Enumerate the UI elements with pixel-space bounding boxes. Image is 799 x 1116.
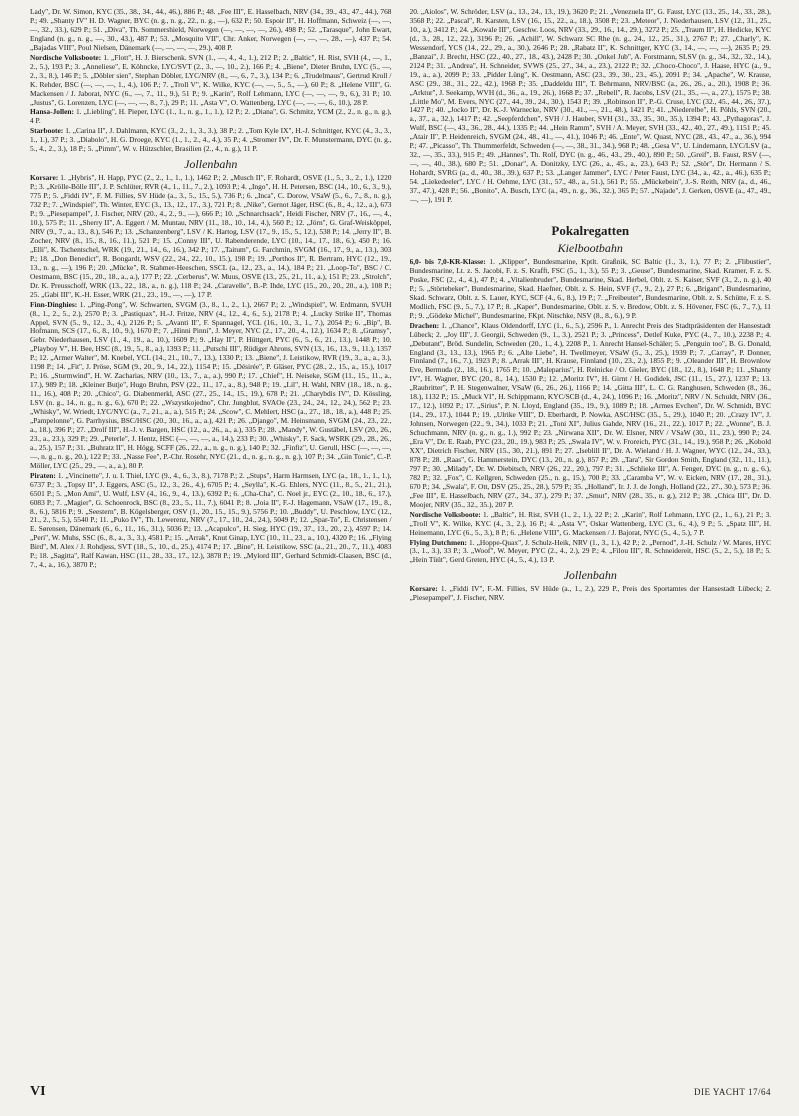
results-text: 1. „Flott", H. J. Bierschenk. SVN (1., —, 4., 4., 1.), 212 P.; 2. „Baltic", H. Rist, SVH (4., —, 1., 2., 5.), 193 P.; 3. „Anneliese", E. Köhncke, LYC/SVT (2., 3., —, 10., 2.), 166 P.; 4. „Biene", Dieter Bruhn, LYC (5., —, 2., 3., 8.), 146 P.; 5. „Döbler sien", Stephan Döbler, LYC/NRV (8., —, 6., 7., 3.), 134 P.; 6. „Trudelmaus", Gertrud Kroll / K. Rehder, BSC (—, —, —, 1., 4.), 106 P.; 7. „Troll V", K. Wilke, KYC (—, —, 5., 5., —), 60 P.; 8. „Helene VIII", G. Mackensen / J. Jaborat, NYC (6., —, 7., 11., 9.), 51 P.; 9. „Karin", Rolf Lehmann, LYC (—, —, —, 9., 6.), 31 P.; 10. „Justus", G. Lorenzen, LYC (—, —, —, 8., 7.), 29 P.; 11. „Asta V", O. Wattenberg, LYC (—, —, —, 6., 10.), 28 P. — [30, 52, 392, 107]
results-paragraph — [410, 322, 772, 510]
class-label: Starboote: — [30, 126, 64, 136]
right-column — [410, 8, 772, 1076]
page-number: VI — [30, 1084, 46, 1099]
results-text: 1. „Hoppe-Quax", J. Schulz-Heik, NRV (1., 3., 1.), 42 P.; 2. „Pernod", J.-H. Schulz / W. Mares, HYC (3., 1., 3.), 33 P.; 3. „Woof", W. Meyer, PYC (2., 4., 2.), 29 P.; 4. „Filou III", R. Schneidereit, HSC (5., 2., 5.), 18 P.; 5. „Hein Tüüt", Gerd Greten, HYC (4., 5., 4.), 13 P. — [409, 537, 771, 565]
results-paragraph — [30, 54, 392, 108]
results-text: 1. „Klipper", Bundesmarine, Kptlt. Graßnik, SC Baltic (1., 3., 1.), 77 P.; 2. „Flibustier", Bundesmarine, Lt. z. S. Jacobi, F. z. S. Krafft, FSC (5., 1., 3.), 55 P.; 3. „Geuse", Bundesmarine, Skad. Kramer, F. z. S. Poske, FSC (2., 4., 4.), 47 P.; 4. „Vitalienbruder", Bundesmarine, Skad. Herbel, Oblt. z. S. Kaiser, SVF (3., 2., n. g.), 40 P.; 5. „Störtebeker", Bundesmarine, Skad. Haefner, Oblt. z. S. Hein, SVF (7., 9., 2.), 27 P.; 6. „Brigant", Bundesmarine, Skad. Schwarz, Oblt. z. S. Lauer, KYC, SCF (4., 6., 8.), 19 P.; 7. „Freibeuter", Bundesmarine, Oblt. z. S. Schütte, F. z. S. Modlich, FSC (9., 5., 7.), 17 P.; 8. „Kaper", Bundesmarine, Oblt. z. S. v. Bredow, Oblt. z. S. Hövener, FSC (6., 7., 7.), 11 P.; 9. „Gödeke Michel", Bundesmarine, FKpt. Nitschke, NSV (8., 8., 6.), 9 P. — [409, 256, 771, 320]
class-label: Drachen: — [409, 320, 440, 330]
results-paragraph — [30, 301, 392, 471]
results-text: 1. „Vincinette", J. u. I. Thiel, LYC (9., 4., 6., 3., 8.), 7178 P.; 2. „Stups", Harm Harmsen, LYC (a., 18., 1., 1., 1.), 6737 P.; 3. „Topsy II", J. Eggers, ASC (5., 12., 3., 26., 4.), 6705 P.; 4. „Seylla", K.-G. Ehlers, NYC (11., 8., 5., 21., 21.), 6501 P.; 5. „Mon Ami", U. Wulf, LSV (4., 16., 9., 4., 13.), 6392 P.; 6. „Cha-Cha", C. Noel jr., EYC (2., 10., 18., 6., 17.), 6083 P.; 7. „Magier", G. Schoenrock, BSC (8., 23., 5., 11., 7.), 6041 P.; 8. „Joia II", F.-J. Hagemann, VSaW (17., 19., 8., 8., 6.), 5816 P.; 9. „Seestern", B. Kögelsberger, OSV (1., 20., 15., 15., 9.), 5756 P.; 10. „Buddy", U. Peschlow, LYC (12., 21., 2., 5., 5.), 5540 P.; 11. „Puko IV", Th. Lewerenz, NRV (7., 17., 10., 24., 24.), 5049 P.; 12. „Spar-To", E. Christensen / E. Sørensen, Dänemark (6., 6., 11., 16., 31.), 5036 P.; 13. „Acapulco", H. Sieg, HYC (19., 37., 13., 20., 2.), 4597 P.; 14. „Peri", W. Muhs, SSC (6., 8., a., 3., 3.), 4581 P.; 15. „Arrak", Knut Ginap, LYC (10., 11., 23., a., 10.), 4320 P.; 16. „Flying Bird", M. Alex / J. Rohdjess, SVT (18., 5., 10., d., 25.), 4174 P.; 17. „Bine", H. Leistikow, SSC (a., 21., 20., 7., 11.), 4083 P.; 18. „Sagitta", Ralf Kawan, HSC (11., 28., 33., 17., 12.), 3878 P.; 19. „Mylord III", Gerhard Schmidt-Claasen, BSC (d., 7., 4., a., 16.), 3870 P.; — [30, 470, 392, 570]
section-subheading: Jollenbahn — [563, 568, 617, 583]
class-label: Nordische Volksboote: — [409, 509, 481, 519]
results-paragraph — [410, 258, 772, 321]
left-column — [30, 8, 392, 1076]
results-text: 1. „Carina II", J. Dahlmann, KYC (3., 2., 1., 3., 3.), 38 P.; 2. „Tom Kyle IX", H.-J. Schnittger, KYC (4., 3., 3., 1., 1.), 37 P.; 3. „Diabolo", H. G. Droege, KYC (1., 1., 2., 4., 4.), 35 P.; 4. „Stromer IV", Dr. F. Munstermann, DYC (n. g., 5., 4., 2., 3.), 18 P.; 5. „Pimm", W. v. Hützschler, Brasilien (2., 4., n. g.), 11 P. — [30, 126, 392, 154]
magazine-issue: DIE YACHT 17/64 — [694, 1087, 771, 1097]
page-footer — [30, 1084, 771, 1100]
results-text: 1. „Liebling", H. Pieper, LYC (1., 1., n. g., 1., 1.), 12 P.; 2. „Diana", G. Schmitz, YCM (2., 2., n. g., n. g.), 4 P. — [30, 107, 392, 126]
class-label: 6,0- bis 7,0-KR-Klasse: — [409, 256, 486, 266]
results-paragraph — [30, 174, 392, 299]
results-text: 1. „Chance", Klaus Oldendorff, LYC (1., 6., 5.), 2596 P., 1. Anrecht Preis des Stadtpräsidenten der Hansestadt Lübeck; 2. „Joy III", J. Georgii, Schweden (9., 1., 3.), 2521 P.; 3. „Princess", Detlef Kuke, PYC (4., 7., 10.), 2238 P.; 4. „Debutant", Bröd. Sundelin, Schweden (20., 1., 4.), 2208 P., 1. Anrecht Hansel-Schäler; 5. „Penguin too", B. G. Donald, England (3., 13., 13.), 1965 P.; 6. „Alte Liebe", H. Twellmeyer, VSaW (5., 3., 25.), 1939 P.; 7. „Carray", P. Donner, Finnland (7., 16., 7.), 1923 P.; 8. „Arrak III", H. Krause, Finnland (10., 23., 2.), 1855 P.; 9. „Oleander III", H. Brownlow Eve, Bermuda (2., 18., 16.), 1765 P.; 10. „Maleparius", H. Reinicke / O. Gieler, BYC (18., 12., 8.), 1648 P.; 11. „Shanty IV", H. Wagner, BYC (20., 8., 14.), 1530 P.; 12. „Moritz IV", H. Girnt / H. Godidek, JSC (11., 15., 27.), 1237 P.; 13. „Raubritter", P. H. Stegenwalner, VSaW (6., 26., 26.), 1166 P.; 14. „Gitta III", L. C. G. Ranghusen, Schweden (8., 36., 18.), 1132 P.; 15. „Muck VI", H. Schippmann, KYC/SCB (d., 4., 24.), 1096 P.; 16. „Moritz", NRV / N. Schuldt, NRV (36., 17., 12.), 1092 P.; 17. „Sirius", P. N. Lloyd, England (35., 19., 9.), 1089 P.; 18. „Armes Evchen", Dr. W. Schmidt, BYC (14., 29., 17.), 1044 P.; 19. „Ulrike VIII", D. Eberhardt, P. Nowka, ASC/HSC (35., 5., 29.), 1040 P.; 20. „Crazy IV", J. Johnsen, Norwegen (22., 9., 34.), 1033 P.; 21. „Toni XI", Julius Gahde, NRV (16., 21., 22.), 1017 P.; 22. „Wonne", B. J. Schuchmann, NRV (n. g., n. g., 1.), 992 P.; 23. „Nirwana XII", Dr. W. Elsner, NRV / VSaW (30., 11., 23.), 990 P.; 24. „Era V", Dr. E. Raab, PYC (23., 20., 19.), 983 P.; 25. „Swala IV", W. v. Froreich, PYC (31., 14., 19.), 958 P.; 26. „Kobold XX", Dietrich Fischer, NRV (15., 30., 21.), 891 P.; 27. „Iseblill II", Dr. A. Wieland / H. J. Wagner, WYC (12., 24., 33.), 878 P.; 28. „Raas", G. Hammerstein, DYC (13., 20., n. g.), 857 P.; 29. „Tara", Sir Gordon Smith, England (32., 11., 11.), 797 P.; 30. „Milady", Dr. W. Diebitsch, NRV (26., 22., 20.), 797 P.; 31. „Schlieke III", A. Fenger, DYC (n. g., n. g., 6.), 782 P.; 32. „Fox", C. Kellgren, Schweden (25., n. g., 15.), 700 P.; 33. „Caramba V", W. v. Eicken, NRV (17., 28., 31.), 670 P.; 34. „Swala", F. Ott, DSV (25., 25., 28.), 579 P.; 35. „Holland", Ir. J. J. de Jongh, Holland (22., 27., 30.), 573 P.; 36. „Fee III", E. Hasselbach, NRV (27., 34., 37.), 279 P.; 37. „Smut", NRV (28., 35., n. g.), 212 P.; 38. „Chica III", Dr. D. Moojer, NRV (35., 32., 35.), 207 P. — [409, 320, 771, 509]
results-paragraph — [410, 539, 772, 566]
class-label: Flying Dutchmen: — [409, 537, 467, 547]
section-subheading: Kielbootbahn — [557, 240, 623, 255]
class-label: Nordische Volksboote: — [30, 52, 102, 62]
class-label: Korsare: — [409, 584, 438, 594]
results-text: 1. „Fiddi IV", F.-M. Fillies, SV Hüde (a., 1., 2.), 229 P., Preis des Sportamtes der Hansestadt Lübeck; 2. „Piesepampel", J. Fischer, NRV. — [409, 584, 771, 603]
results-paragraph: Lady", Dr. W. Simon, KYC (35., 38., 34., 44., 46.), 886 P.; 48. „Fee III", E. Hasselbach, NRV (34., 39., 43., 47., 44.), 768 P.; 49. „Shanty IV" H. D. Wagner, BYC (n. g., n. g., 22., n. g., —), 632 P.; 50. Espoir II", H. Hoffmann, Schweiz (—, —, —, 32., 33.), 629 P.; 51. „Diva", Th. Sommershield, Norwegen (—, —, —, —, 26.), 498 P.; 52. „Tarasque", John Ewart, England (n. g., n. g., —, 30., 43.), 487 P.; 53. „Mosquito VII", Chr. Anker, Norwegen (—, —, —, 28., —), 437 P.; 54. „Bajadas VIII", Poul Nielsen, Dänemark (—, —, —, —, 29.), 408 P. — [30, 8, 392, 52]
results-text: 1. „Hybris", H. Happ, PYC (2., 2., 1., 1., 1.), 1462 P.; 2. „Musch II", F. Rohardt, OSVE (1., 5., 3., 2., 1.), 1220 P.; 3. „Krölle-Bölle III", J. P. Schlüter, RVR (4., 1., 11., 7., 2.), 1093 P.; 4. „Ingo", H. H. Petersen, BSC (14., 10., 6., 3., 9.), 775 P.; 5. „Fiddi IV", F. M. Fillies, SV Hüde (a., 3., 5., 15., 5.), 736 P.; 6. „Inca", C. Dorow, VSaW (5., 6., 7., 8., n. g.), 732 P.; 7. „Windspiel", Th. Winter, EYC (3., 13., 12., 17., 3.), 721 P.; 8. „Nike", Gernot Jäger, HSC (6., 8., 4., 12., a.), 673 P.; 9. „Piesepampel", J. Fischer, NRV (20., 4., 2., 9., —), 666 P.; 10. „Schnarchsack", Heidi Fischer, NRV (7., 16., —, 4., 10.), 575 P.; 11. „Sherry II", A. Eggert / M. Muntau, NRV (11., 18., 10., 14., 4.), 560 P.; 12. „Jörn", G. Graf-Weisköppel, NRV (9., 7., a., 13., 8.), 546 P.; 13. „Schanzenberg", LSV / K. Hartog, LSV (17., 9., 15., 5., 12.), 538 P.; 14. „Jerry II", B. Zocher, NRV (8., 15., 8., 16., 11.), 521 P.; 15. „Conny III", U. Rabenderende, LYC (10., 14., 17., 18., 6.), 450 P.; 16. „Elli", K. Tschentschel, WRK (19., 21., 14., 6., 16.), 342 P.; 17. „Taitum", G. Farchmin, SVGM (16., 17., 9., a., 13.), 303 P.; 18. „Don Benedict", R. Bongardt, WSV (22., 24., 22., 10., 15.), 198 P.; 19. „Porthos II", R. Bertram, HYC (12., 19., 13., n. g., —), 196 P.; 20. „Mücke", R. Stahmer-Heeschen, SSCL (a., 12., 23., a., 14.), 184 P.; 21. „Loop-To", BSC / C. Oestmann, BSC (15., 20., 18., a., a.), 177 P.; 22. „Cerberus", W. Muus, OSVE (13., 25., 21., 11., a.), 151 P.; 23. „Strolch", Dr. K. Preusschoff, WRK (13., 22., 18., a., n. g.), 118 P.; 24. „Caravelle", B.-P. Ihde, LYC (15., 20., 20., 20., a.), 108 P.; 25. „Gabi III", K.-H. Esser, WRK (21., 23., 19., —, —), 17 P. — [30, 173, 392, 299]
results-text: 1. „Ping-Pong", W. Schwarten, SVGM (3., 8., 1., 2., 1.), 2667 P.; 2. „Windspiel", W. Erdmann, SVUH (8., 1., 2., 5., 2.), 2570 P.; 3. „Pastiquax", H.-J. Fritze, NRV (4., 12., 4., 6., 5.), 2178 P.; 4. „Lucky Strike II", Thomas Appel, SVN (5., 9., 12., 3., 4.), 2126 P.; 5. „Avanti II", F. Spannagel, YCL (16., 10., 3., 1., 7.), 2054 P.; 6. „Bip", B. Hofmann, SCS (17., 6., 8., 10., 9.), 1670 P.; 7. „Hinni Pinni", J. Meyer, NYC (2., 17., 20., 4., 12.), 1634 P.; 8. „Gramsy", Gebr. Niederhausen, LSV (1., 4., 19., a., 10.), 1609 P.; 9. „Hay II", P. Hüttgert, PYC (6., 5., 6., 21., 13.), 1448 P.; 10. „Playboy V", H. Bee, HSC (8., 19., 5., 8., a.), 1393 P.; 11. „Putschi III", Rüdiger Ahrons, SVN (13., 16., 13., 9., 11.), 1357 P.; 12. „Armer Walter", M. Knebel, YCL (14., 21., 10., 7., 13.), 1330 P.; 13. „Biene", J. Leistikow, RVR (19., 3., a., a., 3.), 1198 P.; 14. „Fit", J. Pröse, SGM (9., 20., 9., 14., 22.), 1154 P.; 15. „Désirée", P. Gläser, PYC (28., 2., 15., a., 15.), 1017 P.; 16. „Sturmwind", H. W. Zacharias, NRV (10., 13., 7., a., a.), 990 P.; 17. „Chief", H. Neiseke, SGM (11., 15., 11., a., 17.), 989 P.; 18. „Kleiner Butje", Hugo Bruhn, PSV (22., 11., 17., a., 8.), 948 P.; 19. „Lil", H. Wahl, NRV (18., 18., n. g., 11., 16.), 408 P.; 20. „Chico", G. Diabenmerkl, ASC (27., 25., 14., 15., 19.), 678 P.; 21. „Charybdis IV", D. Kössling, LSV (n. g., 14., n. g., n. g., 6.), 670 P.; 22. „Wszystkojedno", Chr. Jungblut, SVAOe (23., 24., 24., 12., 24.), 562 P.; 23. „Whisky", W. Wriedt, LYC/NYC (a., 7., 21., a., a.), 515 P.; 24. „Scow", C. Mehlert, HSC (a., 27., 18., 18., a.), 448 P.; 25. „Pampelonne", G. Parrhysius, BSC/HSC (20., 30., 16., a., a.), 421 P.; 26. „Django", M. Heinsmann, SVGM (24., 23., 22., a., 18.), 396 P.; 27. „Drolf III", H.-J. v. Bargen, HSC (12., a., 26., a., a.), 335 P.; 28. „Mandy", W. Gustäbel, LSV (20., 26., 23., a., 23.), 329 P.; 29. „Peterle", J. Hentz, HSC (—, —, —, a., 14.), 233 P.; 30. „Whisky", F. Sack, WSRK (29., 28., 26., a., 25.), 157 P.; 31. „Buhratz II", H. Högg, SCFF (26., 22., a., n. g., n. g.), 140 P.; 32. „Finfiz", U. Gerull, HSC (—, —, —, —, n. g., n. g., 20.), 122 P.; 33. „Nasse Fee", P.-Chr. Rosehr, NYC (21., d., n. g., n. g., n. g.), 107 P.; 34. „Gin Tonic", C.-P. Möller, LYC (25., 29., —, a., a.), 80 P. — [30, 299, 392, 470]
section-subheading: Jollenbahn — [184, 157, 238, 172]
class-label: Hansa-Jollen: — [30, 107, 74, 117]
results-paragraph — [30, 127, 392, 154]
results-paragraph — [410, 511, 772, 538]
columns — [30, 8, 771, 1076]
class-label: Piraten: — [30, 470, 56, 480]
section-heading: Pokalregatten — [551, 222, 630, 238]
class-label: Finn-Dinghies: — [30, 299, 78, 309]
results-paragraph — [30, 108, 392, 126]
class-label: Korsare: — [30, 173, 59, 183]
results-paragraph: 20. „Aiolos", W. Schröder, LSV (a., 13., 24., 13., 19.), 3620 P.; 21. „Venezuela II", G. Faust, LYC (13., 25., 14., 33., 28.), 3568 P.; 22. „Pascal", R. Karsten, LSV (16., 15., 22., a., 18.), 3508 P.; 23. „Meteor", J. Niederhausen, LSV (12., 31., 25., 10., a.), 3412 P.; 24. „Kowale III", Geschw. Loos, NRV (33., 29., 16., 14., 29.), 3272 P.; 25. „Traum II", H. Hedicke, KYC (d., 3., 28., 12., 22.), 3196 P.; 26. „Achill", W. Schwarz SC Rhe (n. g., 24., 12., 25., 31.), 2767 P.; 27. „Charly", K. Wessendorf, YCS (14., 22., 29., a., 30.), 2646 P.; 28. „Rabatz II", K. Schnittger, KYC (3., 14., —, —, —), 2635 P.; 29. „Banzai", J. Brecht, HSC (22., 40., 27., 18., 43.), 2428 P.; 30. „Onkel Jub", A. Forstmann, SLSV (n. g., 34., 32., 32., 14.), 2124 P.; 31. „Andrea", H. Schneider, SVWS (25., 27., 34., a., 23.), 2122 P.; 32. „Choco-Choco", J. Haase, HYC (a., 9., 19., a., a.), 2099 P.; 33. „Pidder Lüng", K. Oestmann, ASC (23., 39., 30., 23., 45.), 2091 P.; 34. „Apache", W. Krause, ASC (29., 38., 31., 22., 42.), 1968 P.; 35. „Daddeldu III", T. Behrmann, NRV/BSC (a., 26., 26., a., 20.), 1908 P.; 36. „Arktur", J. Seekamp, WVH (d., 36., a., 19., 26.), 1668 P.; 37. „Rebell", R. Jacobs, LSV (21., 35., —, a., 27.), 1575 P.; 38. „Little Mo", M. Evers, NYC (27., 44., 39., 24., 30.), 1543 P.; 39. „Robinson II", P.-G. Cruse, LYC (32., 45., 44., 26., 37.), 1427 P.; 40. „Jocko II", Dr. K.-J. Warnecke, NRV (30., 41., —, 21., 48.), 1421 P.; 41. „Niederelbe", H. Pöhls, SVN (20., a., 37., a., 32.), 1417 P.; 42. „Seepferdchen", SVH / J. Hauber, SVH (31., 33., 35., 30., 35.), 1394 P.; 43. „Pythagoras", J. Wulf, BSC (—, 43., 36., 28., 44.), 1335 P.; 44. „Hein Ramm", SVH / A. Meyer, SVH (33., 42., 40., 27., 49.), 1151 P.; 45. „Atair II", P. Heidenreich, SVGM (24., 48., 41., —, 41.), 1046 P.; 46. „Ente", W. Quast, NYC (28., 43., 47., a., 36.), 994 P.; 47. „Picasso", Th. Thummerfeldt, Schweden (—, —, 38., 31., 34.), 968 P.; 48. „Gesa V", U. Lindemann, LYC/LSV (a., 32., —, 35., 33.), 915 P.; 49. „Hannes", Th. Rolf, DYC (n. g., 46., 43., 29., 40.), 890 P.; 50. „Greif", B. Faust, RSV (—, —, —, 40., 38.), 680 P.; 51. „Donar", A. Donitzky, LYC (26., a., 45., a., 23.), 643 P.; 52. „Stör", Dr. Hermann / S. Hohardt, SVRG (a., d., 40., 38., 39.), 637 P.; 53. „Langer Jammer", LYC / Peter Faust, LYC (34., a., 42., a., 46.), 635 P.; 54. „Liekedeeler", LYC / H. Oehme, LYC (31., 57., 48., a., 51.), 561 P.; 55. „Mückebein", J.-S. Reith, NRV (a., d., 46., 37., 47.), 428 P.; 56. „Bonito", A. Busch, LYC (a., 49., n. g., 36., 32.), 365 P.; 57. „Najade", J. Gerken, OSVE (a., 47., 49., —, —), 191 P. — [409, 8, 771, 205]
results-paragraph — [30, 472, 392, 570]
results-text: 1. „Baltic", H. Rist, SVH (1., 2., 1.), 22 P.; 2. „Karin", Rolf Lehmann, LYC (2., 1., 6.), 21 P.; 3. „Troll V", K. Wilke, KYC (4., 3., 2.), 16 P.; 4. „Asta V", Oskar Wattenberg, LYC (3., 6., 4.), 9 P.; 5. „Spatz III", H. Heinemann, LYC (6., 5., 3.), 8 P.; 6. „Helene VIII", G. Mackensen / J. Bajorat, NYC (5., 4., 5.), 7 P. — [409, 509, 771, 537]
results-paragraph — [410, 585, 772, 603]
